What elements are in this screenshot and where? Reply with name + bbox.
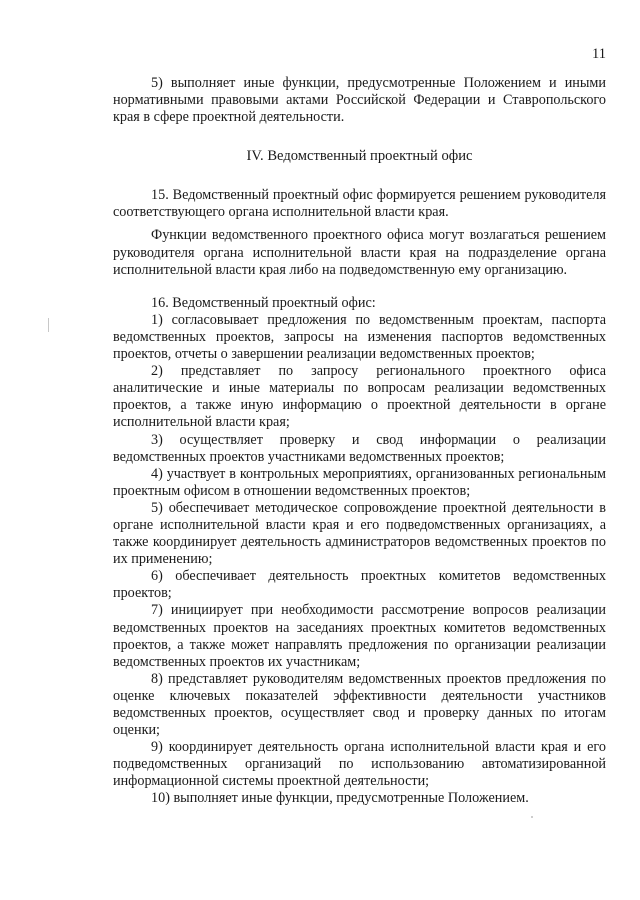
list-item-10: 10) выполняет иные функции, предусмотренные Положением. <box>151 790 529 807</box>
scan-speck <box>531 816 533 818</box>
spacer <box>113 165 606 187</box>
list-item-3: 3) осуществляет проверку и свод информации о реализации ведомственных проектов участниками ведомственных проектов; <box>113 431 606 465</box>
spacer <box>113 279 606 295</box>
list-item-9: 9) координирует деятельность органа исполнительной власти края и его подведомственных организаций по использованию автоматизированной информационной системы проектной деятельности; <box>113 739 606 790</box>
list-item-1: 1) согласовывает предложения по ведомственным проектам, паспорта ведомственных проектов, запросы на изменения паспортов ведомственных проектов, отчеты о завершении реализации ведомственных проектов; <box>113 311 606 363</box>
list-item-7: 7) инициирует при необходимости рассмотрение вопросов реализации ведомственных проектов на заседаниях проектных комитетов ведомственных проектов, а также может направлять предложения по организации реализации ведомственных проектов их участникам; <box>113 602 606 670</box>
spacer <box>113 126 606 148</box>
intro-item: 5) выполняет иные функции, предусмотренные Положением и иными нормативными правовыми актами Российской Федерации и Ставропольского края в сфере проектной деятельности. <box>113 75 606 126</box>
list-item-6: 6) обеспечивает деятельность проектных комитетов ведомственных проектов; <box>113 568 606 602</box>
paragraph-16-intro: 16. Ведомственный проектный офис: <box>151 294 376 311</box>
section-heading: IV. Ведомственный проектный офис <box>246 148 473 165</box>
paragraph-15: 15. Ведомственный проектный офис формируется решением руководителя соответствующего органа исполнительной власти края. <box>113 187 606 221</box>
list-item-5: 5) обеспечивает методическое сопровождение проектной деятельности в органе исполнительной власти края и его подведомственных организациях, а также координирует деятельность администраторов ведомственных проектов по их применению; <box>113 499 606 568</box>
page-number: 11 <box>592 46 606 62</box>
list-item-2: 2) представляет по запросу регионального проектного офиса аналитические и иные материалы по вопросам реализации ведомственных проектов, а также иную информацию о проектной деятельности в органе исполнительной власти края; <box>113 363 606 431</box>
margin-mark <box>48 318 49 332</box>
paragraph-15-functions: Функции ведомственного проектного офиса могут возлагаться решением руководителя органа исполнительной власти края на подразделение органа исполнительной власти края либо на подведомственную ему организацию. <box>113 227 606 278</box>
list-item-8: 8) представляет руководителям ведомственных проектов предложения по оценке ключевых показателей эффективности деятельности участников ведомственных проектов, осуществляет свод и проверку данных по итогам оценки; <box>113 670 606 739</box>
list-item-4: 4) участвует в контрольных мероприятиях, организованных региональным проектным офисом в отношении ведомственных проектов; <box>113 465 606 499</box>
document-body <box>113 75 606 808</box>
